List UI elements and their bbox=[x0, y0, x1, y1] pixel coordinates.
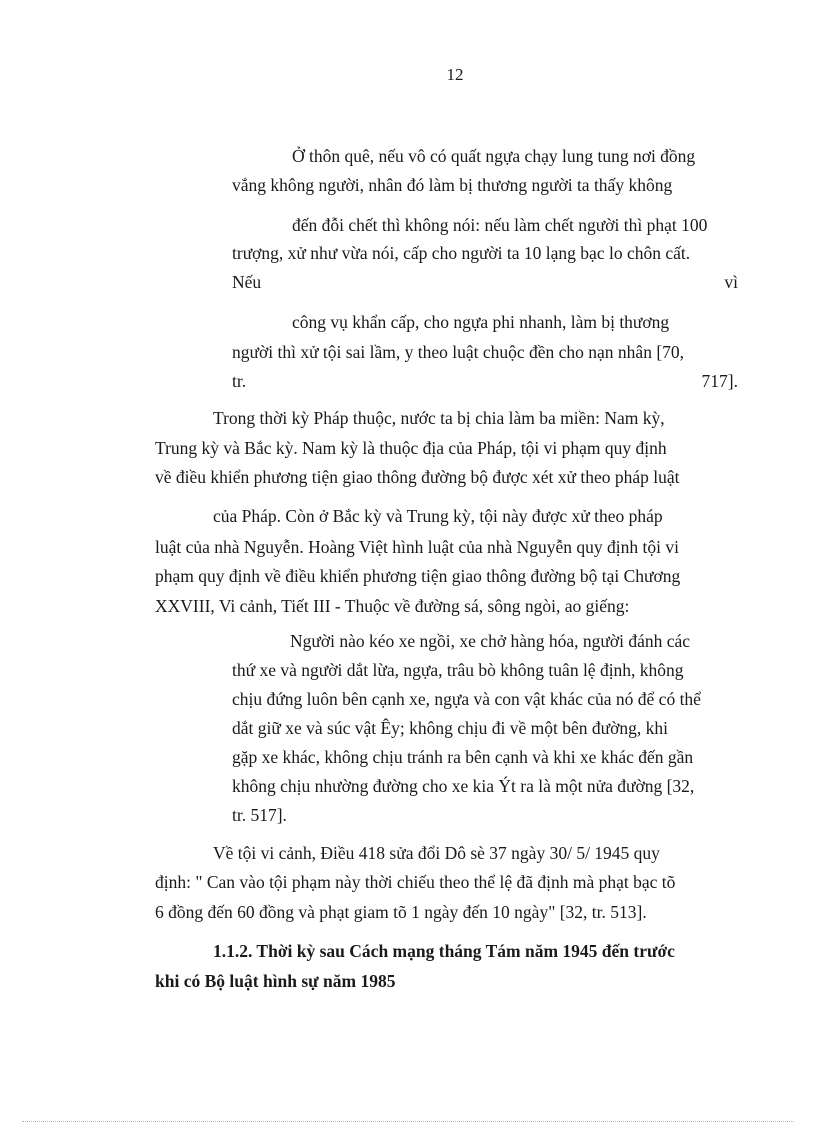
quote-line: Ở thôn quê, nếu vô có quất ngựa chạy lung tung nơi đồng bbox=[292, 146, 696, 166]
quote-line: trượng, xử như vừa nói, cấp cho người ta 10 lạng bạc lo chôn cất. bbox=[232, 243, 691, 263]
paragraph-line: Trung kỳ và Bắc kỳ. Nam kỳ là thuộc địa của Pháp, tội vi phạm quy định bbox=[155, 438, 667, 458]
quote-word: Nếu bbox=[232, 272, 262, 292]
heading-line: 1.1.2. Thời kỳ sau Cách mạng tháng Tám năm 1945 đến trước bbox=[213, 941, 675, 961]
paragraph-line: 6 đồng đến 60 đồng và phạt giam tõ 1 ngày đến 10 ngày" [32, tr. 513]. bbox=[155, 902, 647, 922]
quote-line: tr. 517]. bbox=[232, 805, 287, 825]
page-number: 12 bbox=[446, 65, 464, 84]
paragraph-line: Về tội vi cảnh, Điều 418 sửa đổi Dô sè 37 ngày 30/ 5/ 1945 quy bbox=[213, 843, 660, 863]
quote-line: gặp xe khác, không chịu tránh ra bên cạnh và khi xe khác đến gần bbox=[232, 747, 694, 767]
page-bottom-divider bbox=[22, 1121, 794, 1122]
heading-line: khi có Bộ luật hình sự năm 1985 bbox=[155, 971, 396, 991]
quote-line: không chịu nhường đường cho xe kia Ýt ra là một nửa đường [32, bbox=[232, 776, 695, 796]
quote-line: thứ xe và người dắt lừa, ngựa, trâu bò không tuân lệ định, không bbox=[232, 660, 684, 680]
paragraph-line: Trong thời kỳ Pháp thuộc, nước ta bị chia làm ba miền: Nam kỳ, bbox=[213, 408, 665, 428]
quote-word: tr. bbox=[232, 371, 247, 391]
quote-line: Người nào kéo xe ngồi, xe chở hàng hóa, người đánh các bbox=[290, 631, 691, 651]
quote-line: dắt giữ xe và súc vật Êy; không chịu đi về một bên đường, khi bbox=[232, 718, 668, 738]
quote-word: 717]. bbox=[701, 371, 738, 391]
paragraph-line: về điều khiển phương tiện giao thông đường bộ được xét xử theo pháp luật bbox=[155, 467, 680, 487]
paragraph-line: phạm quy định về điều khiển phương tiện giao thông đường bộ tại Chương bbox=[155, 566, 681, 586]
quote-word: vì bbox=[724, 272, 738, 292]
quote-line: công vụ khẩn cấp, cho ngựa phi nhanh, làm bị thương bbox=[292, 312, 670, 332]
quote-line: vắng không người, nhân đó làm bị thương người ta thấy không bbox=[232, 175, 673, 195]
paragraph-line: XXVIII, Vi cảnh, Tiết III - Thuộc về đường sá, sông ngòi, ao giếng: bbox=[155, 596, 630, 616]
quote-line-justified bbox=[232, 271, 738, 293]
quote-line: chịu đứng luôn bên cạnh xe, ngựa và con vật khác của nó để có thể bbox=[232, 689, 701, 709]
quote-line-justified bbox=[232, 370, 738, 392]
paragraph-line: định: " Can vào tội phạm này thời chiếu theo thể lệ đã định mà phạt bạc tõ bbox=[155, 872, 676, 892]
quote-line: đến đỗi chết thì không nói: nếu làm chết người thì phạt 100 bbox=[292, 215, 708, 235]
paragraph-line: của Pháp. Còn ở Bắc kỳ và Trung kỳ, tội này được xử theo pháp bbox=[213, 506, 663, 526]
paragraph-line: luật của nhà Nguyễn. Hoàng Việt hình luật của nhà Nguyễn quy định tội vi bbox=[155, 537, 680, 557]
quote-line: người thì xử tội sai lầm, y theo luật chuộc đền cho nạn nhân [70, bbox=[232, 342, 685, 362]
